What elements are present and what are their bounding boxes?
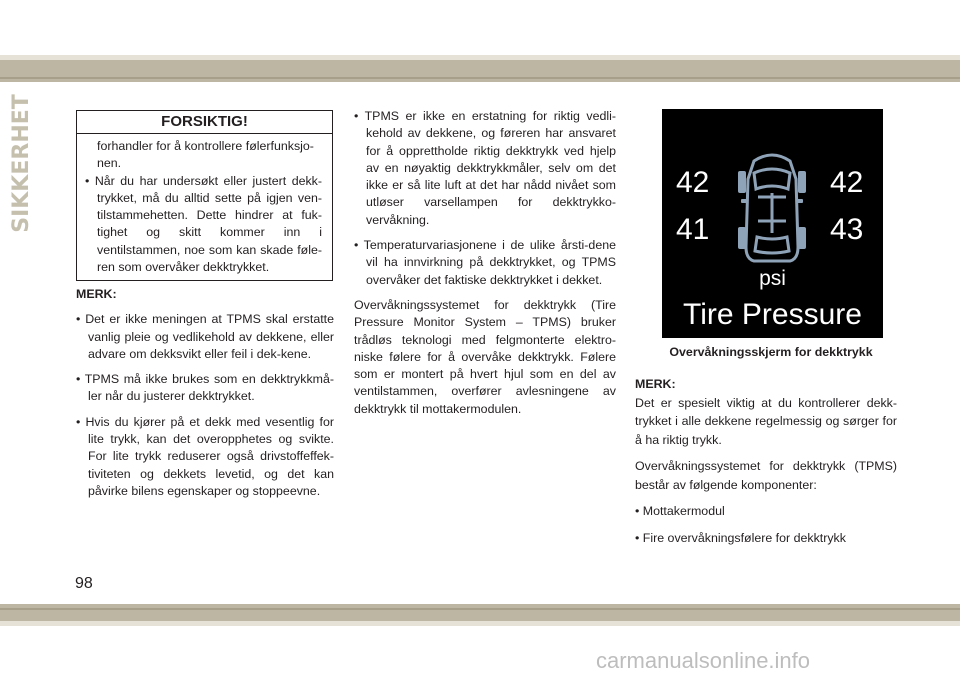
section-tab-label: SIKKERHET <box>8 93 34 233</box>
right-item-1: • Mottakermodul <box>635 504 725 518</box>
right-merk-heading: MERK: <box>635 377 676 391</box>
rear-right-pressure: 43 <box>830 213 864 246</box>
caution-box <box>76 110 333 281</box>
left-bullet-1: • Det er ikke meningen at TPMS skal erstatte vanlig pleie og vedlikehold av dekkene, eller advare om dekksvikt eller feil i dek-kene. <box>76 312 334 361</box>
pressure-unit: psi <box>759 267 786 290</box>
tire-pressure-label: Tire Pressure <box>683 298 862 331</box>
middle-column <box>354 108 616 426</box>
left-bullet-2: • TPMS må ikke brukes som en dekktrykkmå-ler når du justerer dekktrykket. <box>76 372 334 404</box>
right-column <box>635 375 897 547</box>
tpms-display-figure <box>662 109 883 338</box>
front-right-pressure: 42 <box>830 166 864 199</box>
left-merk-heading: MERK: <box>76 287 117 301</box>
right-paragraph-1: Det er spesielt viktig at du kontrollerer dekk-trykket i alle dekkene regelmessig og sørger for å ha riktig trykk. <box>635 395 897 447</box>
watermark-text: carmanualsonline.info <box>596 648 811 673</box>
caution-body <box>77 134 332 276</box>
caution-bullet: • Når du har undersøkt eller justert dekk-trykket, må du alltid sette på igjen ven-tilstammehetten. Dette hindrer at fuk-tighet og skitt kommer inn i ventilstammen, noe som kan skade føle-ren som overvåker dekktrykket. <box>85 173 322 275</box>
top-decorative-band <box>0 55 960 82</box>
middle-bullet-1: • TPMS er ikke en erstatning for riktig vedli-kehold av dekkene, og føreren har ansvaret for å opprettholde riktig dekktrykk ved hjelp av en nøyaktig dekktrykkmåler, selv om det ikke er så lite luft at det har nådd nivået som utløser varsellampen for dekktrykko-vervåkning. <box>354 109 616 227</box>
middle-paragraph: Overvåkningssystemet for dekktrykk (Tire Pressure Monitor System – TPMS) bruker trådløs teknologi med felgmonterte elektro-niske følere for å overvåke dekktrykk. Følere som er montert på hvert hjul som en del av ventilstammen, overfører avlesningene av dekktrykk til mottakermodulen. <box>354 297 616 416</box>
caution-title: FORSIKTIG! <box>77 111 332 134</box>
right-item-2: • Fire overvåkningsfølere for dekktrykk <box>635 530 846 545</box>
bottom-decorative-band <box>0 604 960 626</box>
right-paragraph-2: Overvåkningssystemet for dekktrykk (TPMS) består av følgende komponenter: <box>635 459 897 492</box>
section-tab <box>8 93 34 233</box>
front-left-pressure: 42 <box>676 166 710 199</box>
left-bullet-3: • Hvis du kjører på et dekk med vesentlig for lite trykk, kan det overopphetes og svikte. For lite trykk reduserer også drivstoffeffek-tiviteten og dekkets levetid, og det kan påvirke bilens egenskaper og stoppeevne. <box>76 414 334 498</box>
page-number: 98 <box>75 575 93 592</box>
rear-left-pressure: 41 <box>676 213 710 246</box>
caution-continued-text: forhandler for å kontrollere følerfunksjo-nen. <box>97 139 314 171</box>
left-column <box>76 286 334 508</box>
middle-bullet-2: • Temperaturvariasjonene i de ulike årsti-dene vil ha innvirkning på dekktrykket, og TPMS overvåker det faktiske dekktrykket i dekket. <box>354 238 616 287</box>
figure-caption: Overvåkningsskjerm for dekktrykk <box>669 345 873 359</box>
